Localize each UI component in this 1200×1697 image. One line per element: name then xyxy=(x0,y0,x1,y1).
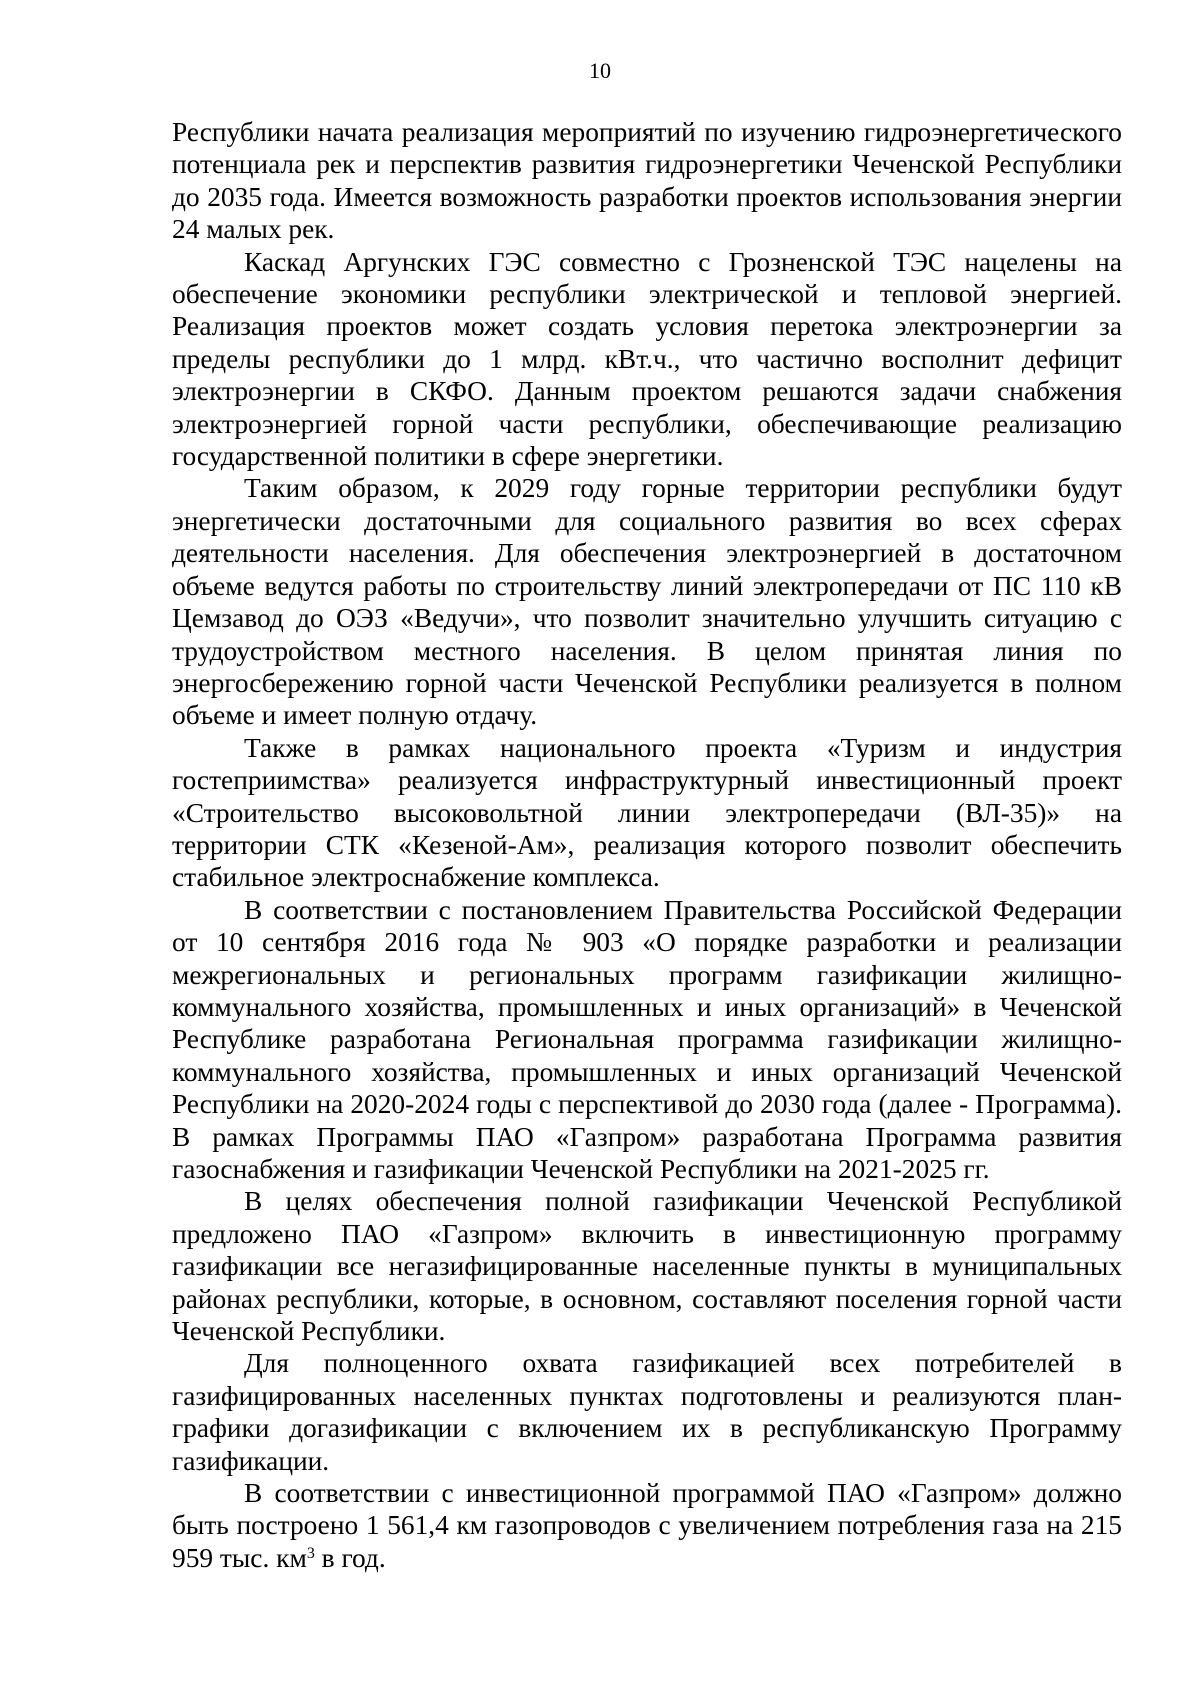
paragraph-8-tail: в год. xyxy=(314,1542,386,1573)
paragraph-4: Также в рамках национального проекта «Туризм и индустрия гостеприимства» реализуется инфраструктурный инвестиционный проект «Строительство высоковольтной линии электропередачи (ВЛ-35)» на территории СТК «Кезеной-Ам», реализация которого позволит обеспечить стабильное электроснабжение комплекса. xyxy=(172,732,1122,893)
superscript-cubic: 3 xyxy=(306,1545,315,1563)
document-body xyxy=(172,116,1122,1574)
paragraph-8-text: В соответствии с инвестиционной программой ПАО «Газпром» должно быть построено 1 561,4 км газопроводов с увеличением потребления газа на 215 959 тыс. км xyxy=(172,1478,1122,1573)
paragraph-8 xyxy=(172,1477,1122,1574)
paragraph-5: В соответствии с постановлением Правительства Российской Федерации от 10 сентября 2016 года № 903 «О порядке разработки и реализации межрегиональных и региональных программ газификации жилищно-коммунального хозяйства, промышленных и иных организаций» в Чеченской Республике разработана Региональная программа газификации жилищно-коммунального хозяйства, промышленных и иных организаций Чеченской Республики на 2020-2024 годы с перспективой до 2030 года (далее - Программа). В рамках Программы ПАО «Газпром» разработана Программа развития газоснабжения и газификации Чеченской Республики на 2021-2025 гг. xyxy=(172,894,1122,1184)
paragraph-6: В целях обеспечения полной газификации Чеченской Республикой предложено ПАО «Газпром» включить в инвестиционную программу газификации все негазифицированные населенные пункты в муниципальных районах республики, которые, в основном, составляют поселения горной части Чеченской Республики. xyxy=(172,1186,1122,1347)
paragraph-1: Республики начата реализация мероприятий по изучению гидроэнергетического потенциала рек и перспектив развития гидроэнергетики Чеченской Республики до 2035 года. Имеется возможность разработки проектов использования энергии 24 малых рек. xyxy=(172,117,1122,245)
paragraph-7: Для полноценного охвата газификацией всех потребителей в газифицированных населенных пунктах подготовлены и реализуются план-графики догазификации с включением их в республиканскую Программу газификации. xyxy=(172,1348,1122,1476)
page-number: 10 xyxy=(589,58,611,83)
paragraph-2: Каскад Аргунских ГЭС совместно с Грозненской ТЭС нацелены на обеспечение экономики республики электрической и тепловой энергией. Реализация проектов может создать условия перетока электроэнергии за пределы республики до 1 млрд. кВт.ч., что частично восполнит дефицит электроэнергии в СКФО. Данным проектом решаются задачи снабжения электроэнергией горной части республики, обеспечивающие реализацию государственной политики в сфере энергетики. xyxy=(172,246,1122,472)
paragraph-3: Таким образом, к 2029 году горные территории республики будут энергетически достаточными для социального развития во всех сферах деятельности населения. Для обеспечения электроэнергией в достаточном объеме ведутся работы по строительству линий электропередачи от ПС 110 кВ Цемзавод до ОЭЗ «Ведучи», что позволит значительно улучшить ситуацию с трудоустройством местного населения. В целом принятая линия по энергосбережению горной части Чеченской Республики реализуется в полном объеме и имеет полную отдачу. xyxy=(172,473,1122,731)
